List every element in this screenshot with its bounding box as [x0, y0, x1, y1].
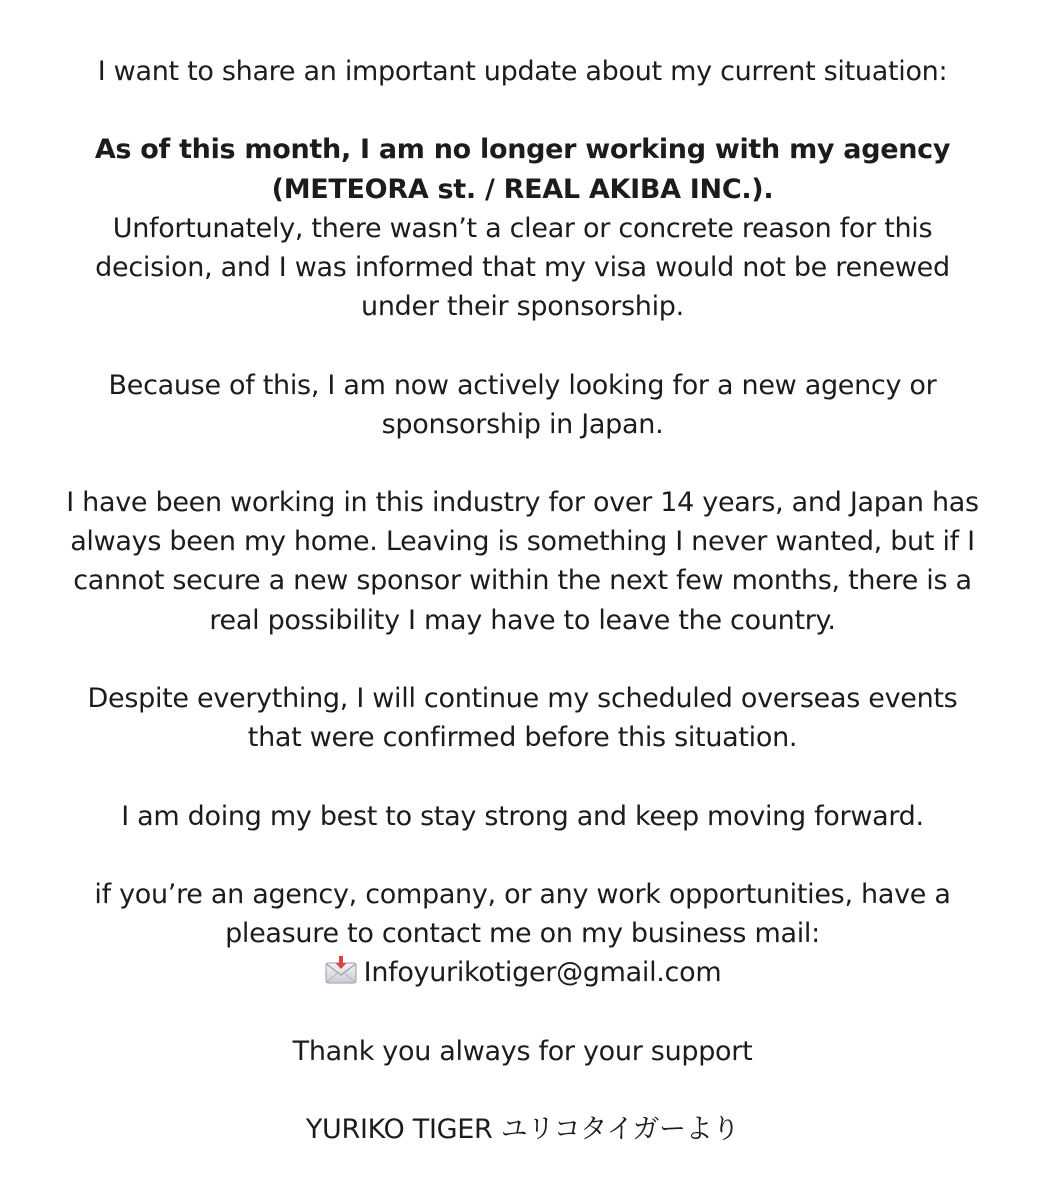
contact-line-2: pleasure to contact me on my business mail: — [225, 918, 820, 950]
spacer — [0, 836, 1045, 875]
spacer — [0, 1071, 1045, 1110]
agency-announcement-line-2: (METEORA st. / REAL AKIBA INC.). — [271, 173, 774, 205]
spacer — [0, 757, 1045, 796]
signature: YURIKO TIGER ユリコタイガーより — [305, 1114, 740, 1146]
thanks-line: Thank you always for your support — [292, 1035, 753, 1067]
stay-strong-line: I am doing my best to stay strong and keep moving forward. — [121, 800, 924, 832]
history-line-2: always been my home. Leaving is something I never wanted, but if I — [70, 526, 975, 558]
agency-announcement-line-1: As of this month, I am no longer working with my agency — [94, 134, 951, 166]
spacer — [0, 326, 1045, 365]
looking-line-1: Because of this, I am now actively looking for a new agency or — [108, 369, 937, 401]
intro-line: I want to share an important update about my current situation: — [97, 56, 948, 87]
contact-line-1: if you’re an agency, company, or any work opportunities, have a — [94, 878, 951, 910]
history-line-3: cannot secure a new sponsor within the next few months, there is a — [73, 565, 972, 597]
spacer — [0, 993, 1045, 1032]
business-email[interactable]: Infoyurikotiger@gmail.com — [363, 957, 722, 989]
reason-line-1: Unfortunately, there wasn’t a clear or concrete reason for this — [112, 212, 933, 244]
email-line — [0, 953, 1045, 992]
history-line-4: real possibility I may have to leave the country. — [209, 604, 836, 636]
events-line-1: Despite everything, I will continue my scheduled overseas events — [87, 683, 958, 714]
spacer — [0, 444, 1045, 483]
reason-line-3: under their sponsorship. — [361, 291, 684, 323]
events-line-2: that were confirmed before this situation. — [247, 722, 798, 754]
reason-line-2: decision, and I was informed that my visa would not be renewed — [95, 251, 950, 283]
looking-line-2: sponsorship in Japan. — [381, 408, 664, 440]
incoming-envelope-icon — [324, 955, 358, 985]
history-line-1: I have been working in this industry for over 14 years, and Japan has — [66, 487, 979, 519]
spacer — [0, 640, 1045, 679]
announcement-document — [0, 52, 1045, 1149]
spacer — [0, 91, 1045, 130]
